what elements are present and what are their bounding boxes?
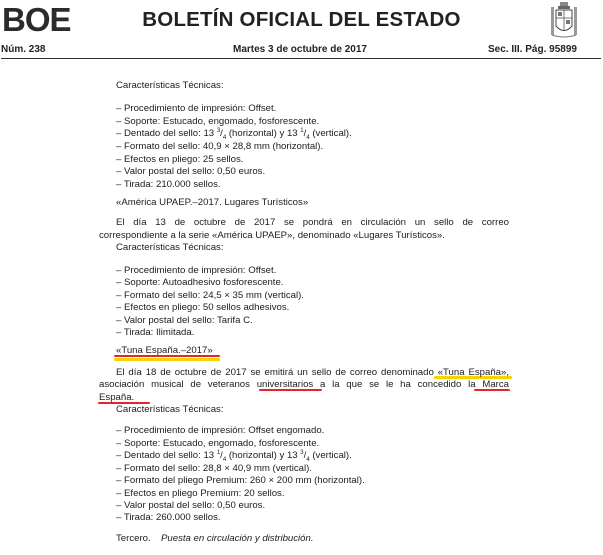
section-heading: «Tuna España.–2017» (116, 345, 213, 356)
list-item: – Efectos en pliego: 25 sellos. (116, 154, 244, 165)
document-header (0, 0, 603, 42)
list-item: – Tirada: 260.000 sellos. (116, 512, 221, 523)
paragraph-line: España. (99, 392, 135, 403)
issue-date: Martes 3 de octubre de 2017 (233, 44, 367, 55)
paragraph-line: asociación musical de veteranos universitarios a la que se le ha concedido la Marca (99, 379, 509, 390)
list-item: – Valor postal del sello: 0,50 euros. (116, 500, 266, 511)
list-item: – Valor postal del sello: 0,50 euros. (116, 166, 266, 177)
paragraph-line: El día 18 de octubre de 2017 se emitirá un sello de correo denominado «Tuna España», (116, 367, 509, 378)
paragraph-line: El día 13 de octubre de 2017 se pondrá en circulación un sello de correo (116, 217, 509, 228)
characteristics-label: Características Técnicas: (116, 404, 224, 415)
list-item: – Efectos en pliego: 50 sellos adhesivos. (116, 302, 290, 313)
list-item: – Dentado del sello: 13 $^3/_4$ (horizontal) y 13 $^1/_4$ (vertical). (116, 127, 352, 141)
list-item: – Efectos en pliego Premium: 20 sellos. (116, 488, 285, 499)
issue-meta (1, 44, 603, 58)
section-heading: «América UPAEP.–2017. Lugares Turísticos» (116, 197, 309, 208)
list-item: – Procedimiento de impresión: Offset engomado. (116, 425, 325, 436)
list-item: – Tirada: 210.000 sellos. (116, 179, 221, 190)
paragraph-line: correspondiente a la serie «América UPAEP», denominado «Lugares Turísticos». (99, 230, 445, 241)
coat-of-arms-icon (549, 1, 579, 39)
boe-logo: BOE (2, 1, 71, 38)
characteristics-label: Características Técnicas: (116, 80, 224, 91)
list-item: – Formato del pliego Premium: 260 × 200 mm (horizontal). (116, 475, 365, 486)
list-item: – Soporte: Estucado, engomado, fosforescente. (116, 116, 320, 127)
list-item: – Formato del sello: 24,5 × 35 mm (vertical). (116, 290, 304, 301)
publication-title: BOLETÍN OFICIAL DEL ESTADO (142, 8, 461, 31)
list-item: – Dentado del sello: 13 $^1/_4$ (horizontal) y 13 $^3/_4$ (vertical). (116, 449, 352, 463)
list-item: – Valor postal del sello: Tarifa C. (116, 315, 253, 326)
characteristics-label: Características Técnicas: (116, 242, 224, 253)
list-item: – Tirada: Ilimitada. (116, 327, 195, 338)
list-item: – Formato del sello: 40,9 × 28,8 mm (horizontal). (116, 141, 324, 152)
article-title: Puesta en circulación y distribución. (161, 533, 314, 544)
article-label: Tercero. (116, 533, 151, 544)
section-page: Sec. III. Pág. 95899 (488, 44, 577, 55)
issue-number: Núm. 238 (1, 44, 46, 55)
list-item: – Soporte: Estucado, engomado, fosforescente. (116, 438, 320, 449)
highlight-yellow (114, 358, 220, 361)
list-item: – Procedimiento de impresión: Offset. (116, 103, 277, 114)
list-item: – Soporte: Autoadhesivo fosforescente. (116, 277, 284, 288)
list-item: – Formato del sello: 28,8 × 40,9 mm (vertical). (116, 463, 312, 474)
header-rule (1, 58, 601, 59)
list-item: – Procedimiento de impresión: Offset. (116, 265, 277, 276)
